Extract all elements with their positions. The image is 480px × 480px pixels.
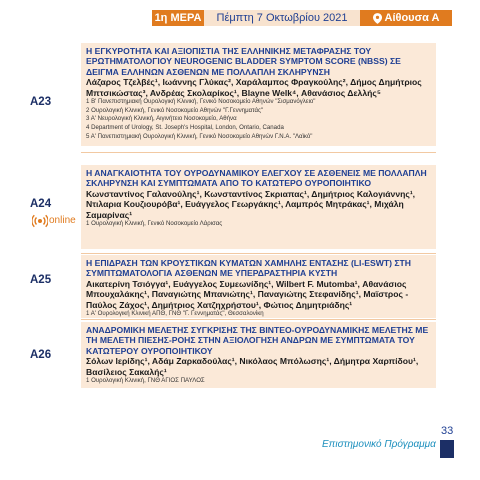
broadcast-icon <box>32 213 48 229</box>
abstract-authors: Σόλων Ιερίδης¹, Αδάμ Ζαρκαδούλας¹, Νικόλαος Μπόλωσης¹, Δήμητρα Χαρπίδου¹, Βασίλειος Σακαλής¹ <box>86 356 419 377</box>
affiliation: 1 Β' Πανεπιστημιακή Ουρολογική Κλινική, Γενικό Νοσοκομείο Αθηνών "Σισμανόγλειο" <box>86 98 316 106</box>
date-label: Πέμπτη 7 Οκτωβρίου 2021 <box>204 10 360 26</box>
divider <box>81 152 436 153</box>
abstract-title: Η ΑΝΑΓΚΑΙΟΤΗΤΑ ΤΟΥ ΟΥΡΟΔΥΝΑΜΙΚΟΥ ΕΛΕΓΧΟΥ ΣΕ ΑΣΘΕΝΕΙΣ ΜΕ ΠΟΛΛΑΠΛΗ ΣΚΛΗΡΥΝΣΗ ΚΑΙ ΣΥΜΠΤΩΜΑΤΑ ΑΠΟ ΤΟ ΚΑΤΩΤΕΡΟ ΟΥΡΟΠΟΙΗΤΙΚΟ <box>86 168 427 189</box>
program-label: Επιστημονικό Πρόγραμμα <box>322 439 436 450</box>
abstract-box <box>81 255 436 318</box>
affiliation: 2 Ουρολογική Κλινική, Γενικό Νοσοκομείο Αθηνών "Γ.Γεννηματάς" <box>86 106 264 114</box>
affiliation: 5 Α' Πανεπιστημιακή Ουρολογική Κλινική, Γενικό Νοσοκομείο Αθηνών Γ.Ν.Α. "Λαϊκό" <box>86 132 313 140</box>
abstract-code: A25 <box>30 274 52 286</box>
affiliation: 1 Ουρολογική Κλινική, ΓΝΘ ΑΓΙΟΣ ΠΑΥΛΟΣ <box>86 377 205 385</box>
abstract-code: A23 <box>30 96 52 108</box>
header-bar <box>0 10 480 26</box>
divider <box>81 319 436 320</box>
map-pin-icon <box>373 13 382 24</box>
abstract-box <box>81 43 436 146</box>
abstract-title: ΑΝΑΔΡΟΜΙΚΗ ΜΕΛΕΤΗΣ ΣΥΓΚΡΙΣΗΣ ΤΗΣ ΒΙΝΤΕΟ-ΟΥΡΟΔΥΝΑΜΙΚΗΣ ΜΕΛΕΤΗΣ ΜΕ ΤΗ ΜΕΛΕΤΗ ΠΙΕΣΗΣ-ΡΟΗΣ ΣΤΗΝ ΑΞΙΟΛΟΓΗΣΗ ΑΝΔΡΩΝ ΜΕ ΣΥΜΠΤΩΜΑΤΑ ΤΟΥ ΚΑΤΩΤΕΡΟΥ ΟΥΡΟΠΟΙΗΤΙΚΟΥ <box>86 325 429 356</box>
abstract-title: Η ΕΠΙΔΡΑΣΗ ΤΩΝ ΚΡΟΥΣΤΙΚΩΝ ΚΥΜΑΤΩΝ ΧΑΜΗΛΗΣ ΕΝΤΑΣΗΣ (LI-ESWT) ΣΤΗ ΣΥΜΠΤΩΜΑΤΟΛΟΓΙΑ ΑΣΘΕΝΩΝ ΜΕ ΥΠΕΡΔΡΑΣΤΗΡΙΑ ΚΥΣΤΗ <box>86 258 411 279</box>
page-number: 33 <box>441 425 454 437</box>
affiliation: 4 Department of Urology, St. Joseph's Hospital, London, Ontario, Canada <box>86 124 284 131</box>
abstract-code: A24 <box>30 198 52 210</box>
abstract-box <box>81 165 436 249</box>
affiliation: 1 Ουρολογική Κλινική, Γενικό Νοσοκομείο Λάρισας <box>86 220 223 228</box>
room-label-container <box>360 10 452 26</box>
abstract-code: A26 <box>30 349 52 361</box>
divider <box>81 253 436 254</box>
room-label: Αίθουσα Α <box>384 12 440 24</box>
corner-mark <box>440 440 454 458</box>
abstract-title: Η ΕΓΚΥΡΟΤΗΤΑ ΚΑΙ ΑΞΙΟΠΙΣΤΙΑ ΤΗΣ ΕΛΛΗΝΙΚΗΣ ΜΕΤΑΦΡΑΣΗΣ ΤΟΥ ΕΡΩΤΗΜΑΤΟΛΟΓΙΟΥ NEUROGENIC BLADDER SYMPTOM SCORE (NBSS) ΣΕ ΔΕΙΓΜΑ ΕΛΛΗΝΩΝ ΑΣΘΕΝΩΝ ΜΕ ΠΟΛΛΑΠΛΗ ΣΚΛΗΡΥΝΣΗ <box>86 46 401 77</box>
abstract-authors: Αικατερίνη Τσιόγγα¹, Ευάγγελος Συμεωνίδης¹, Wilbert F. Mutomba¹, Αθανάσιος Μπουχαλάκης¹, Παναγιώτης Μπανιώτης¹, Παναγιώτης Στεφανίδης¹, Μαϊστρος - Παύλος Ζάχος¹, Δημήτριος Χατζηχρήστου¹, Φώτιος Δημητριάδης¹ <box>86 278 409 310</box>
affiliation: 3 Α' Νευρολογική Κλινική, Αιγινήτειο Νοσοκομείο, Αθήνα <box>86 115 237 123</box>
abstract-box <box>81 322 436 388</box>
affiliation: 1 Α' Ουρολογική Κλινική ΑΠΘ, ΓΝΘ "Γ. Γεννηματάς", Θεσσαλονίκη <box>86 310 264 318</box>
day-label: 1η ΜΕΡΑ <box>152 10 204 26</box>
abstract-authors: Κωνσταντίνος Γαλανούλης¹, Κωνσταντίνος Σκριαπας¹, Δημήτριος Καλογιάννης¹, Ντιλαρια Κουζιουρόβα¹, Ευάγγελος Γεωργάκης¹, Λαμπρός Μητράκας¹, Μιχάλη Σαμαρίνας¹ <box>86 188 416 220</box>
online-label: online <box>49 215 76 226</box>
abstract-authors: Λάζαρος Τζελβές¹, Ιωάννης Γλύκας², Χαράλαμπος Φραγκούλης², Δήμος Δημήτριος Μπτσικώστας³, Ανδρέας Σκολαρίκος¹, Blayne Welk⁴, Αθανάσιος Δελλής⁵ <box>86 77 422 98</box>
